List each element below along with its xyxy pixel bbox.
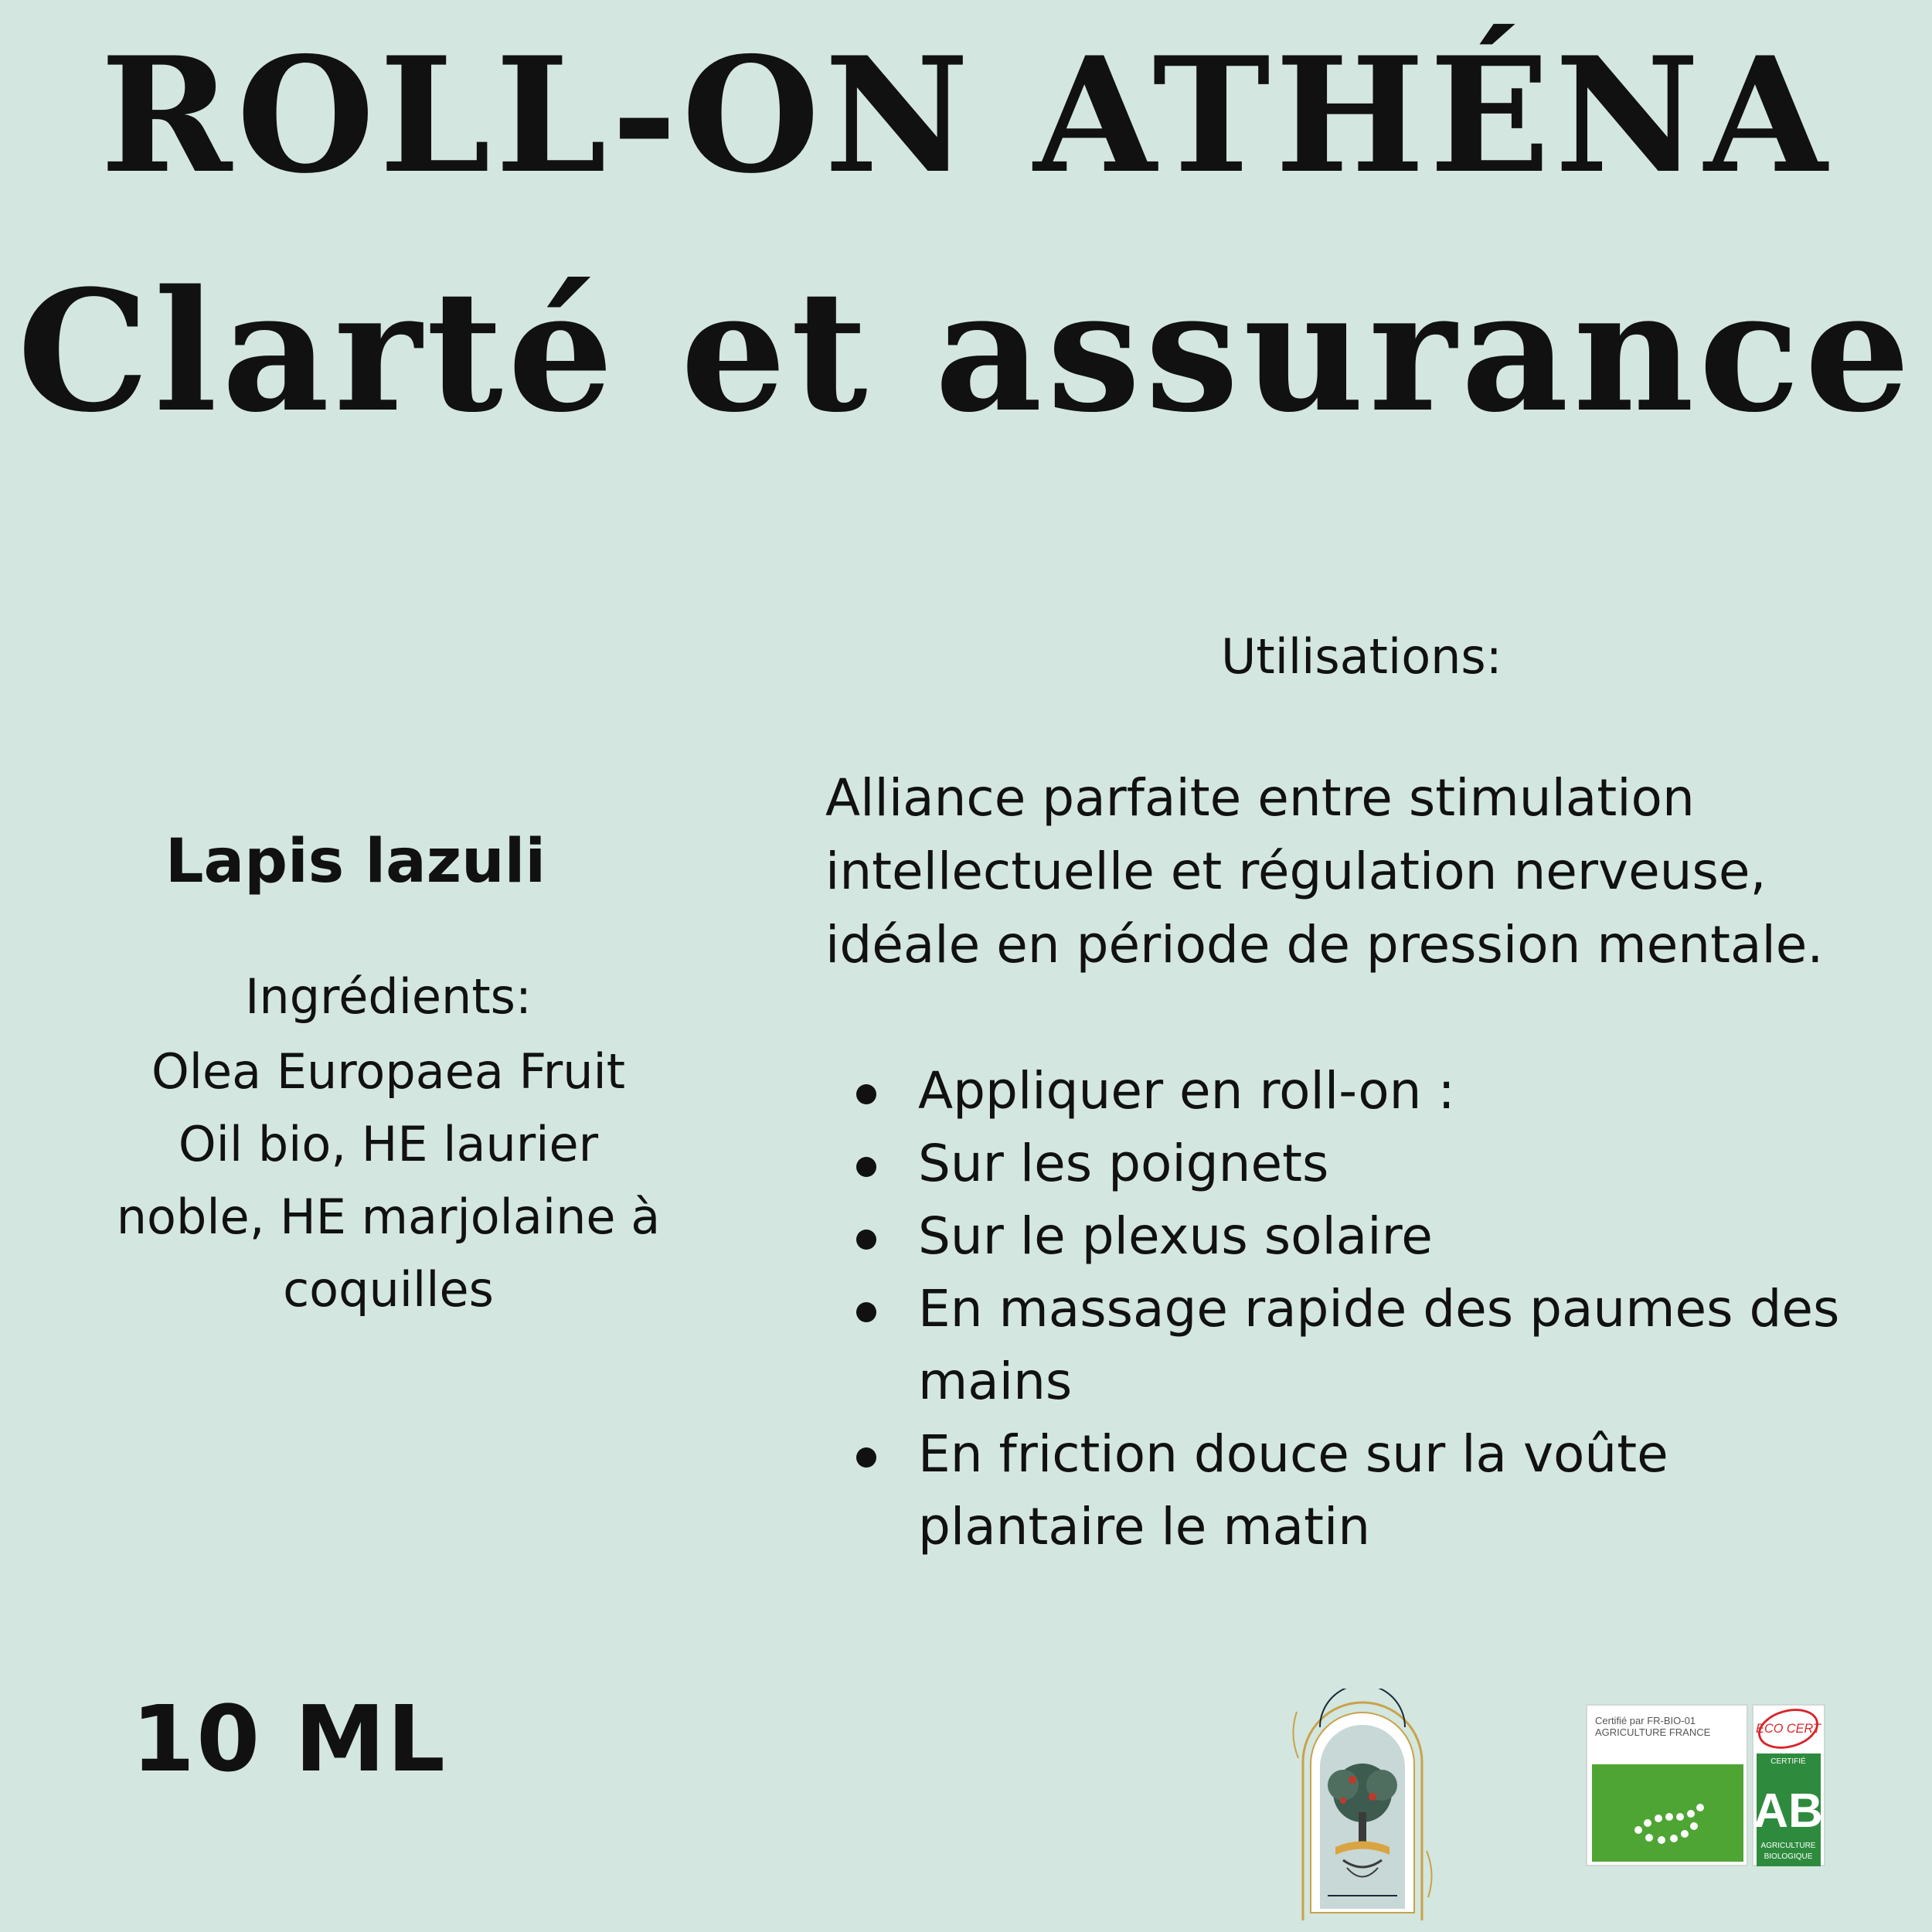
stone-name: Lapis lazuli: [165, 827, 546, 896]
product-subtitle: Clarté et assurance: [17, 253, 1915, 449]
eu-organic-label: [1586, 1704, 1748, 1866]
intro-line: idéale en période de pression mentale.: [825, 915, 1824, 975]
farm-logo: [1289, 1689, 1436, 1920]
ab-bottom-text: AGRICULTURE: [1760, 1842, 1816, 1850]
list-item-line: En friction douce sur la voûte: [918, 1424, 1668, 1484]
uses-list: [825, 1055, 1923, 1563]
uses-intro: [825, 761, 1923, 981]
ingredients-line: Olea Europaea Fruit: [151, 1043, 626, 1100]
uses-heading: Utilisations:: [1221, 628, 1502, 685]
list-item-line: Sur le plexus solaire: [918, 1206, 1433, 1266]
intro-line: Alliance parfaite entre stimulation: [825, 768, 1695, 828]
list-item-line: mains: [918, 1352, 1073, 1411]
ingredients-heading: Ingrédients:: [245, 968, 532, 1025]
ab-logo: [1753, 1753, 1824, 1866]
volume-label: 10 ML: [131, 1685, 447, 1792]
list-item: [825, 1128, 1923, 1200]
product-title: ROLL-ON ATHÉNA: [100, 23, 1832, 209]
list-item-line: Sur les poignets: [918, 1134, 1329, 1193]
list-item-line: En massage rapide des paumes des: [918, 1279, 1840, 1338]
ingredients-line: noble, HE marjolaine à: [116, 1189, 661, 1245]
list-item-line: Appliquer en roll-on :: [918, 1061, 1455, 1121]
ecocert-logo: [1753, 1706, 1824, 1752]
list-item-line: plantaire le matin: [918, 1497, 1371, 1556]
ingredients-line: Oil bio, HE laurier: [178, 1116, 599, 1172]
ecocert-text: ECO CERT: [1756, 1721, 1821, 1736]
ingredients-text: [77, 1036, 699, 1326]
ab-bottom-text: BIOLOGIQUE: [1764, 1852, 1813, 1861]
intro-line: intellectuelle et régulation nerveuse,: [825, 842, 1767, 901]
list-item: [825, 1055, 1923, 1128]
ab-top-text: CERTIFIÉ: [1770, 1757, 1806, 1766]
cert-line: Certifié par FR-BIO-01: [1595, 1715, 1696, 1726]
cert-text: [1595, 1715, 1742, 1738]
eu-organic-leaf-icon: [1592, 1764, 1743, 1862]
list-item: [825, 1200, 1923, 1273]
ingredients-line: coquilles: [283, 1261, 494, 1318]
cert-line: AGRICULTURE FRANCE: [1595, 1726, 1711, 1738]
certification-labels: [1586, 1704, 1825, 1866]
ab-label: [1752, 1704, 1825, 1866]
list-item: [825, 1273, 1923, 1418]
ab-mark: AB: [1753, 1784, 1823, 1838]
list-item: [825, 1418, 1923, 1563]
